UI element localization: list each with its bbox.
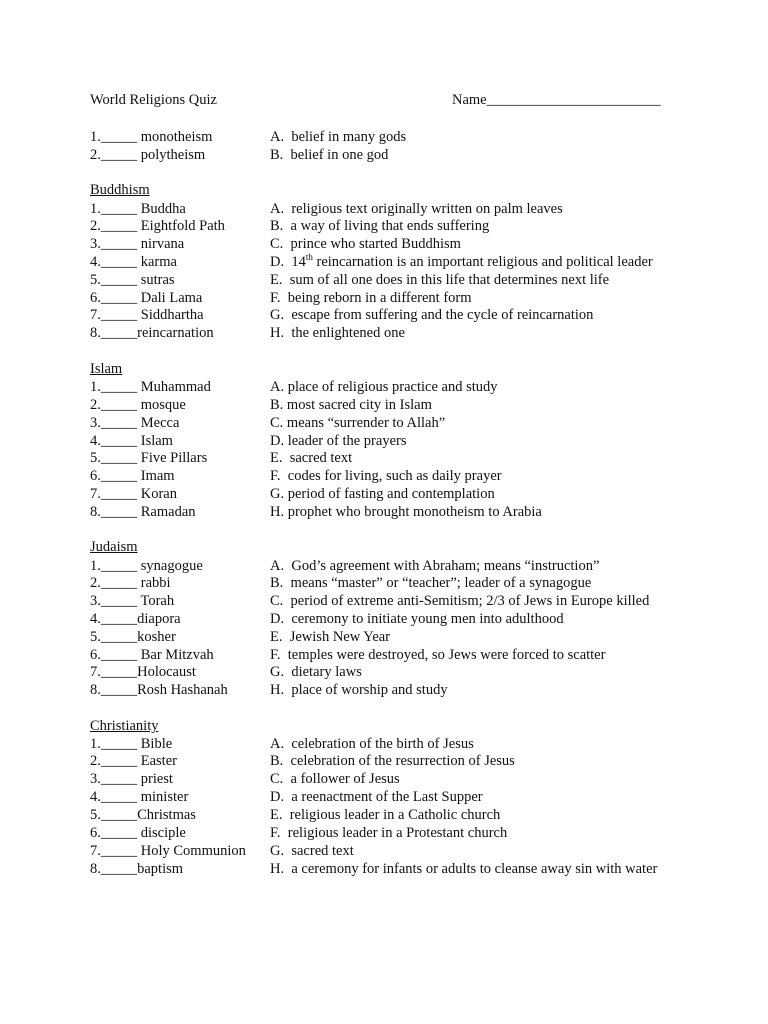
definition-row: G. period of fasting and contemplation (270, 486, 495, 502)
term-row: 4._____ Islam (90, 433, 173, 449)
definition-row: G. sacred text (270, 843, 354, 859)
section-heading-islam: Islam (90, 361, 123, 377)
definition-row: H. place of worship and study (270, 682, 448, 698)
definition-row: F. temples were destroyed, so Jews were forced to scatter (270, 647, 606, 663)
definition-row: A. God’s agreement with Abraham; means “instruction” (270, 558, 600, 574)
section-heading-buddhism: Buddhism (90, 182, 150, 198)
definition-row: A. religious text originally written on palm leaves (270, 201, 563, 217)
term-row: 8._____baptism (90, 861, 184, 877)
definition-rest: reincarnation is an important religious and political leader (312, 254, 653, 270)
definition-row: D. leader of the prayers (270, 433, 407, 449)
definition-row: C. a follower of Jesus (270, 771, 400, 787)
term-row: 4._____ minister (90, 789, 189, 805)
definition-row: E. sum of all one does in this life that determines next life (270, 272, 610, 288)
definition-row: C. period of extreme anti-Semitism; 2/3 of Jews in Europe killed (270, 593, 650, 609)
term-row: 6._____ disciple (90, 825, 186, 841)
definition-row: A. place of religious practice and study (270, 379, 498, 395)
definition-row: A. belief in many gods (270, 129, 407, 145)
name-field-label: Name________________________ (452, 92, 661, 108)
term-row: 8._____Rosh Hashanah (90, 682, 228, 698)
term-row: 5._____ sutras (90, 272, 175, 288)
term-row: 3._____ nirvana (90, 236, 185, 252)
term-row: 2._____ Eightfold Path (90, 218, 225, 234)
term-row: 6._____ Dali Lama (90, 290, 203, 306)
term-row: 1._____ Muhammad (90, 379, 211, 395)
section-heading-christianity: Christianity (90, 718, 159, 734)
term-row: 2._____ rabbi (90, 575, 171, 591)
definition-row: F. religious leader in a Protestant church (270, 825, 508, 841)
definition-row: B. celebration of the resurrection of Jesus (270, 753, 515, 769)
definition-row: B. means “master” or “teacher”; leader of a synagogue (270, 575, 592, 591)
term-row: 8._____reincarnation (90, 325, 214, 341)
definition-row: B. belief in one god (270, 147, 389, 163)
term-row: 2._____ polytheism (90, 147, 206, 163)
term-row: 3._____ Mecca (90, 415, 180, 431)
definition-row: E. religious leader in a Catholic church (270, 807, 501, 823)
definition-row: E. sacred text (270, 450, 353, 466)
definition-row: F. being reborn in a different form (270, 290, 472, 306)
term-row: 6._____ Imam (90, 468, 175, 484)
term-row: 3._____ priest (90, 771, 173, 787)
term-row: 4._____diapora (90, 611, 181, 627)
term-row: 6._____ Bar Mitzvah (90, 647, 214, 663)
term-row: 7._____ Siddhartha (90, 307, 204, 323)
section-heading-judaism: Judaism (90, 539, 138, 555)
definition-row: H. the enlightened one (270, 325, 405, 341)
term-row: 7._____ Holy Communion (90, 843, 246, 859)
term-row: 7._____ Koran (90, 486, 177, 502)
term-row: 5._____kosher (90, 629, 176, 645)
term-row: 8._____ Ramadan (90, 504, 196, 520)
quiz-title: World Religions Quiz (90, 92, 217, 108)
term-row: 1._____ monotheism (90, 129, 213, 145)
ordinal-superscript: th (305, 252, 313, 263)
definition-row: H. prophet who brought monotheism to Arabia (270, 504, 542, 520)
term-row: 2._____ mosque (90, 397, 186, 413)
term-row: 1._____ Bible (90, 736, 173, 752)
definition-prefix: D. 14 (270, 254, 306, 270)
term-row: 1._____ synagogue (90, 558, 203, 574)
term-row: 4._____ karma (90, 254, 177, 270)
definition-row: B. a way of living that ends suffering (270, 218, 490, 234)
definition-row: E. Jewish New Year (270, 629, 391, 645)
definition-row: C. prince who started Buddhism (270, 236, 461, 252)
definition-row: G. dietary laws (270, 664, 362, 680)
definition-row: H. a ceremony for infants or adults to cleanse away sin with water (270, 861, 658, 877)
term-row: 5._____ Five Pillars (90, 450, 208, 466)
definition-row: D. ceremony to initiate young men into adulthood (270, 611, 564, 627)
definition-row: C. means “surrender to Allah” (270, 415, 446, 431)
term-row: 7._____Holocaust (90, 664, 196, 680)
definition-row: G. escape from suffering and the cycle of reincarnation (270, 307, 594, 323)
definition-row: D. a reenactment of the Last Supper (270, 789, 483, 805)
definition-row: F. codes for living, such as daily prayer (270, 468, 502, 484)
term-row: 5._____Christmas (90, 807, 196, 823)
term-row: 3._____ Torah (90, 593, 175, 609)
term-row: 1._____ Buddha (90, 201, 186, 217)
definition-row: B. most sacred city in Islam (270, 397, 432, 413)
definition-row-d (270, 254, 653, 271)
definition-row: A. celebration of the birth of Jesus (270, 736, 474, 752)
term-row: 2._____ Easter (90, 753, 177, 769)
